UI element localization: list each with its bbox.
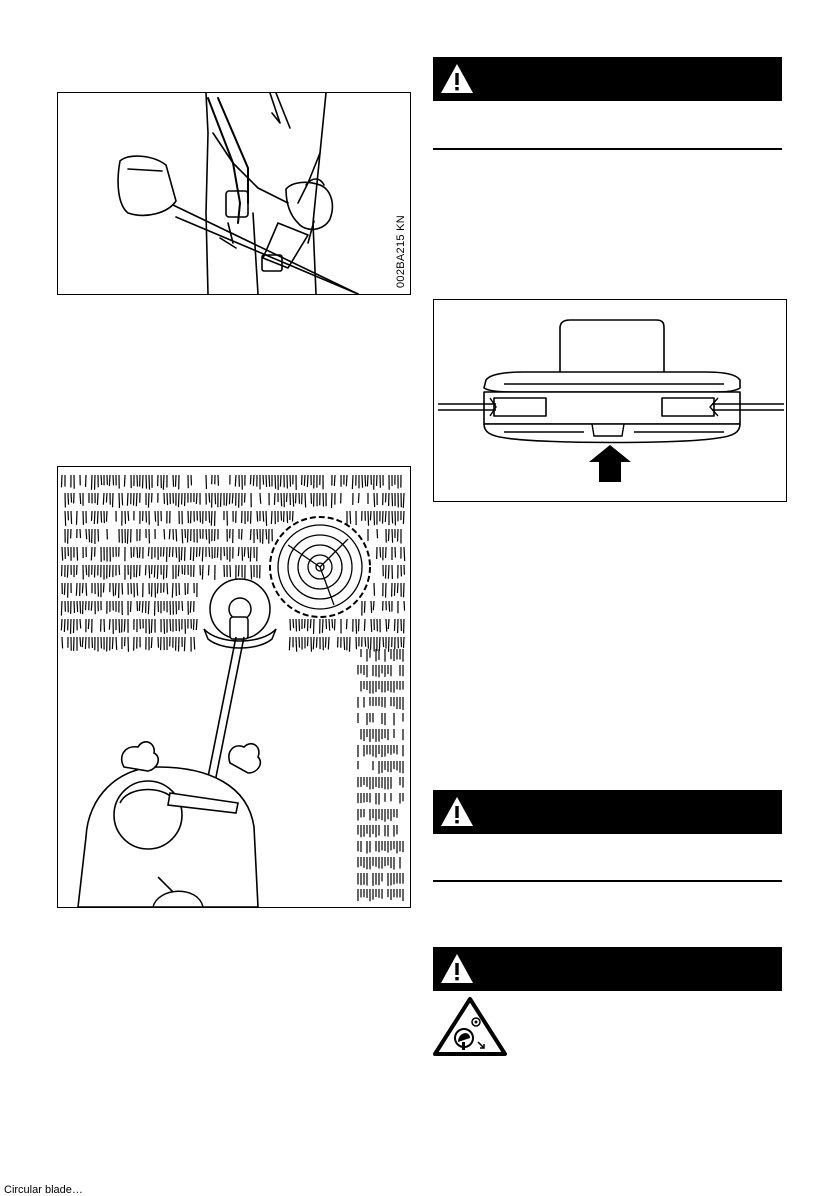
- figure-trimmer-head: [433, 299, 787, 502]
- warning-bar-1: [433, 57, 782, 101]
- figure-working-area: [57, 466, 411, 908]
- figure-code-harness: 002BA215 KN: [395, 215, 407, 288]
- divider-2: [433, 880, 782, 882]
- trimmer-head-illustration: [434, 300, 786, 501]
- warning-triangle-icon: [439, 794, 475, 830]
- figure-harness: [57, 92, 411, 295]
- working-area-illustration: [58, 467, 410, 907]
- harness-illustration: [58, 93, 410, 294]
- footer-text: Circular blade…: [4, 1184, 83, 1196]
- warning-triangle-icon: [439, 951, 475, 987]
- divider-1: [433, 148, 782, 150]
- ear-protection-warning-icon: [432, 996, 508, 1058]
- warning-bar-2: [433, 790, 782, 834]
- warning-triangle-icon: [439, 61, 475, 97]
- warning-bar-3: [433, 947, 782, 991]
